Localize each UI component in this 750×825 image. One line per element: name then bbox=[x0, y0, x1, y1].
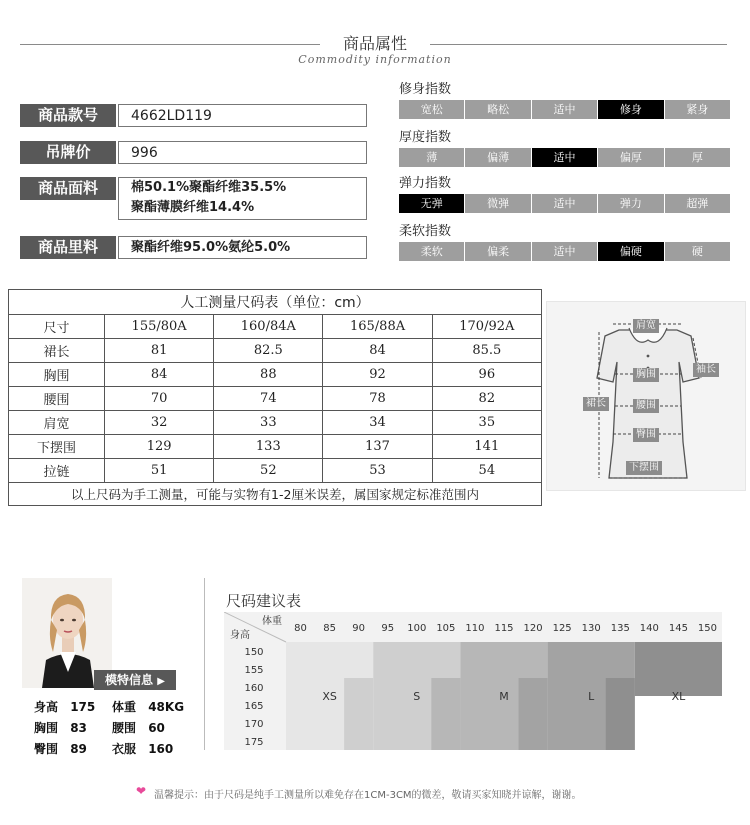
weight-tick-label: 115 bbox=[494, 623, 514, 634]
index-title: 修身指数 bbox=[399, 82, 452, 97]
measurement-label: 拉链 bbox=[9, 459, 105, 483]
size-band-label: M bbox=[499, 690, 509, 703]
height-tick-label: 175 bbox=[244, 737, 264, 748]
weight-tick-label: 95 bbox=[381, 623, 395, 634]
index-option: 偏柔 bbox=[465, 242, 530, 261]
index-title: 弹力指数 bbox=[399, 176, 452, 191]
fabric-value bbox=[118, 177, 367, 220]
price-label: 吊牌价 bbox=[20, 141, 116, 164]
model-weight bbox=[112, 698, 184, 715]
index-option: 偏硬 bbox=[598, 242, 663, 261]
size-band-step bbox=[519, 678, 548, 750]
size-table-note: 以上尺码为手工测量，可能与实物有1-2厘米误差，属国家规定标准范围内 bbox=[9, 483, 542, 506]
weight-tick-label: 110 bbox=[465, 623, 485, 634]
size-table-body bbox=[9, 290, 542, 506]
index-option: 适中 bbox=[532, 194, 597, 213]
size-table-header-row bbox=[9, 315, 542, 339]
footer-note: 温馨提示：由于尺码是纯手工测量所以难免存在1CM-3CM的微差，敬请买家知晓并谅解，谢谢。 bbox=[154, 790, 582, 801]
index-bar bbox=[399, 100, 730, 119]
measurement-value: 35 bbox=[432, 411, 541, 435]
measurement-value: 54 bbox=[432, 459, 541, 483]
measurement-label: 下摆围 bbox=[9, 435, 105, 459]
corner-weight-label: 体重 bbox=[262, 616, 282, 627]
weight-tick-label: 135 bbox=[610, 623, 630, 634]
index-option: 适中 bbox=[532, 242, 597, 261]
diagram-label-length: 裙长 bbox=[583, 397, 609, 411]
index-option: 无弹 bbox=[399, 194, 464, 213]
model-clothes-label: 衣服 bbox=[112, 742, 137, 756]
height-tick-label: 165 bbox=[244, 701, 264, 712]
header-rule-right bbox=[430, 44, 727, 45]
measurement-value: 84 bbox=[105, 363, 214, 387]
measurement-value: 53 bbox=[323, 459, 432, 483]
measurement-value: 129 bbox=[105, 435, 214, 459]
measurement-value: 133 bbox=[214, 435, 323, 459]
size-band bbox=[635, 642, 722, 696]
style-number-value: 4662LD119 bbox=[118, 104, 367, 127]
size-table-corner: 尺寸 bbox=[9, 315, 105, 339]
weight-tick-label: 125 bbox=[552, 623, 572, 634]
model-hip-label: 臀围 bbox=[34, 742, 59, 756]
measurement-value: 34 bbox=[323, 411, 432, 435]
model-height-label: 身高 bbox=[34, 700, 59, 714]
measurement-label: 腰围 bbox=[9, 387, 105, 411]
model-weight-label: 体重 bbox=[112, 700, 137, 714]
section-divider bbox=[204, 578, 205, 750]
table-row bbox=[9, 363, 542, 387]
measurement-label: 肩宽 bbox=[9, 411, 105, 435]
chevron-right-icon: ▶ bbox=[157, 676, 165, 687]
weight-tick-label: 100 bbox=[407, 623, 427, 634]
index-option: 宽松 bbox=[399, 100, 464, 119]
diagram-label-sleeve: 袖长 bbox=[693, 363, 719, 377]
measurement-value: 88 bbox=[214, 363, 323, 387]
index-option: 偏薄 bbox=[465, 148, 530, 167]
header-rule-left bbox=[20, 44, 320, 45]
table-row bbox=[9, 411, 542, 435]
index-bar bbox=[399, 194, 730, 213]
index-option: 微弹 bbox=[465, 194, 530, 213]
fabric-label: 商品面料 bbox=[20, 177, 116, 200]
diagram-label-waist: 腰围 bbox=[633, 399, 659, 413]
index-bar bbox=[399, 242, 730, 261]
measurement-value: 52 bbox=[214, 459, 323, 483]
measurement-value: 96 bbox=[432, 363, 541, 387]
weight-tick-label: 80 bbox=[294, 623, 307, 634]
dress-diagram bbox=[546, 301, 746, 491]
measurement-value: 84 bbox=[323, 339, 432, 363]
diagram-label-shoulder: 肩宽 bbox=[633, 319, 659, 333]
index-option: 修身 bbox=[598, 100, 663, 119]
size-recommendation-chart bbox=[224, 612, 722, 752]
index-option: 硬 bbox=[665, 242, 730, 261]
measurement-value: 137 bbox=[323, 435, 432, 459]
measurement-value: 51 bbox=[105, 459, 214, 483]
index-title: 厚度指数 bbox=[399, 130, 452, 145]
section-subtitle: Commodity information bbox=[298, 53, 452, 66]
size-band-step bbox=[606, 678, 635, 750]
table-row bbox=[9, 387, 542, 411]
height-tick-label: 160 bbox=[244, 683, 264, 694]
size-band-label: L bbox=[588, 690, 595, 703]
measurement-value: 141 bbox=[432, 435, 541, 459]
height-tick-label: 155 bbox=[244, 665, 264, 676]
measurement-value: 74 bbox=[214, 387, 323, 411]
size-band-label: XS bbox=[322, 690, 337, 703]
index-option: 厚 bbox=[665, 148, 730, 167]
measurement-value: 82.5 bbox=[214, 339, 323, 363]
height-tick-label: 150 bbox=[244, 647, 264, 658]
style-number-label: 商品款号 bbox=[20, 104, 116, 127]
size-column-header: 155/80A bbox=[105, 315, 214, 339]
model-clothes bbox=[112, 740, 173, 757]
size-recommendation-title: 尺码建议表 bbox=[226, 592, 302, 610]
size-band-step bbox=[344, 678, 373, 750]
index-option: 弹力 bbox=[598, 194, 663, 213]
model-bust-label: 胸围 bbox=[34, 721, 59, 735]
lining-value: 聚酯纤维95.0%氨纶5.0% bbox=[118, 236, 367, 259]
index-title: 柔软指数 bbox=[399, 224, 452, 239]
lining-label: 商品里料 bbox=[20, 236, 116, 259]
diagram-label-hip: 臀围 bbox=[633, 428, 659, 442]
index-option: 偏厚 bbox=[598, 148, 663, 167]
diagram-label-hem: 下摆围 bbox=[626, 461, 662, 475]
index-option: 适中 bbox=[532, 148, 597, 167]
fabric-value-line2: 聚酯薄膜纤维14.4% bbox=[131, 200, 255, 215]
weight-tick-label: 90 bbox=[352, 623, 366, 634]
table-row bbox=[9, 459, 542, 483]
measurement-value: 33 bbox=[214, 411, 323, 435]
index-option: 紧身 bbox=[665, 100, 730, 119]
size-column-header: 165/88A bbox=[323, 315, 432, 339]
model-clothes-value: 160 bbox=[148, 742, 174, 756]
diagram-label-chest: 胸围 bbox=[633, 368, 659, 382]
model-waist-label: 腰围 bbox=[112, 721, 137, 735]
size-table bbox=[8, 289, 542, 506]
weight-tick-label: 120 bbox=[523, 623, 543, 634]
measurement-value: 82 bbox=[432, 387, 541, 411]
section-title: 商品属性 bbox=[342, 34, 407, 53]
index-option: 薄 bbox=[399, 148, 464, 167]
weight-tick-label: 85 bbox=[323, 623, 336, 634]
model-waist bbox=[112, 719, 165, 736]
measurement-label: 裙长 bbox=[9, 339, 105, 363]
weight-tick-label: 105 bbox=[436, 623, 456, 634]
size-table-caption: 人工测量尺码表（单位：cm） bbox=[9, 290, 542, 315]
table-row bbox=[9, 339, 542, 363]
fabric-value-line1: 棉50.1%聚酯纤维35.5% bbox=[131, 180, 287, 195]
model-waist-value: 60 bbox=[148, 721, 165, 735]
model-bust bbox=[34, 719, 87, 736]
index-option: 略松 bbox=[465, 100, 530, 119]
table-row bbox=[9, 435, 542, 459]
weight-tick-label: 130 bbox=[581, 623, 601, 634]
size-table-caption-row bbox=[9, 290, 542, 315]
model-hip bbox=[34, 740, 87, 757]
measurement-value: 32 bbox=[105, 411, 214, 435]
weight-tick-label: 140 bbox=[639, 623, 659, 634]
size-band-label: S bbox=[413, 690, 421, 703]
model-height bbox=[34, 698, 95, 715]
model-bust-value: 83 bbox=[70, 721, 87, 735]
measurement-value: 81 bbox=[105, 339, 214, 363]
index-option: 超弹 bbox=[665, 194, 730, 213]
model-info-title bbox=[94, 670, 176, 690]
size-column-header: 170/92A bbox=[432, 315, 541, 339]
size-column-header: 160/84A bbox=[214, 315, 323, 339]
measurement-value: 85.5 bbox=[432, 339, 541, 363]
size-table-note-row bbox=[9, 483, 542, 506]
index-bar bbox=[399, 148, 730, 167]
index-option: 适中 bbox=[532, 100, 597, 119]
size-band-label: XL bbox=[671, 690, 686, 703]
weight-tick-label: 145 bbox=[668, 623, 688, 634]
height-tick-label: 170 bbox=[244, 719, 264, 730]
model-hip-value: 89 bbox=[70, 742, 87, 756]
weight-tick-label: 150 bbox=[697, 623, 718, 634]
model-weight-value: 48KG bbox=[148, 700, 185, 714]
model-height-value: 175 bbox=[70, 700, 96, 714]
measurement-value: 92 bbox=[323, 363, 432, 387]
price-value: 996 bbox=[118, 141, 367, 164]
measurement-label: 胸围 bbox=[9, 363, 105, 387]
measurement-value: 78 bbox=[323, 387, 432, 411]
size-band-step bbox=[431, 678, 460, 750]
corner-height-label: 身高 bbox=[230, 630, 250, 641]
model-info-title-text: 模特信息 bbox=[105, 673, 154, 687]
heart-icon: ❤ bbox=[136, 784, 147, 798]
index-option: 柔软 bbox=[399, 242, 464, 261]
measurement-value: 70 bbox=[105, 387, 214, 411]
